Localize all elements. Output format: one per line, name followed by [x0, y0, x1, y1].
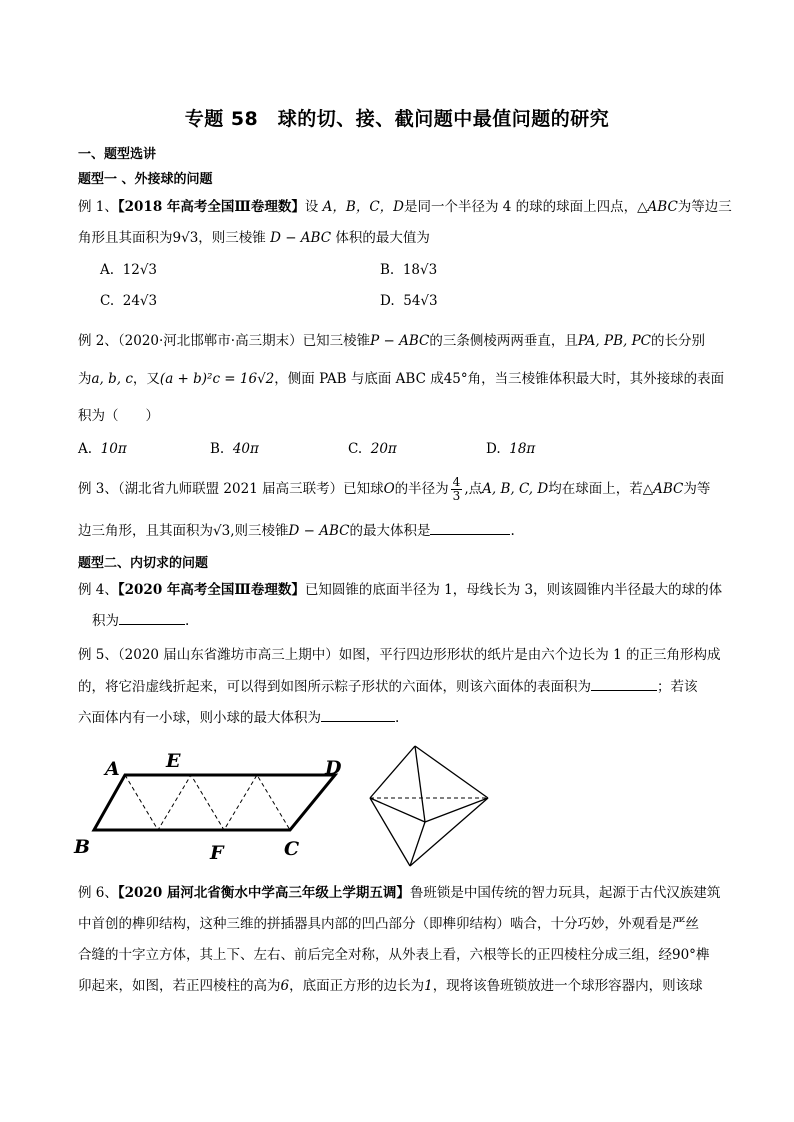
ex1-option-d[interactable]: D. 54√3 — [380, 293, 438, 309]
label-d: D — [325, 757, 342, 779]
ex2-option-a[interactable]: A. 10π — [78, 441, 127, 457]
answer-blank[interactable] — [591, 676, 657, 691]
answer-blank[interactable] — [430, 520, 510, 535]
ex6-line3: 合缝的十字立方体，其上下、左右、前后完全对称，从外表上看，六根等长的正四棱柱分成三组，经90°榫 — [78, 947, 710, 963]
ex2-option-d[interactable]: D. 18π — [486, 441, 536, 457]
fraction: $\frac{4}{3}$ — [452, 475, 461, 503]
label-a: A — [105, 758, 120, 780]
ex5-line1: 例 5、（2020 届山东省潍坊市高三上期中）如图，平行四边形形状的纸片是由六个边长为 1 的正三角形构成 — [78, 647, 721, 663]
ex5-line2: 的，将它沿虚线折起来，可以得到如图所示粽子形状的六面体，则该六面体的表面积为 ；若该 — [78, 676, 723, 697]
ex1-option-b[interactable]: B. 18√3 — [380, 262, 438, 278]
ex6-line1: 例 6、【2020 届河北省衡水中学高三年级上学期五调】鲁班锁是中国传统的智力玩具，起源于古代汉族建筑 — [78, 885, 721, 901]
ex4-line2: 积为 . — [92, 610, 737, 631]
answer-blank[interactable] — [321, 707, 395, 722]
label-e: E — [166, 750, 181, 772]
ex1-option-c[interactable]: C. 24√3 — [100, 293, 158, 309]
parallelogram-figure — [70, 745, 360, 865]
ex4-line1: 例 4、【2020 年高考全国Ⅲ卷理数】已知圆锥的底面半径为 1，母线长为 3，则该圆锥内半径最大的球的体 — [78, 582, 723, 598]
ex3-line2: 边三角形，且其面积为√3,则三棱锥D − ABC的最大体积是 . — [78, 520, 723, 541]
page-title: 专题 58 球的切、接、截问题中最值问题的研究 — [184, 108, 610, 130]
fold-lines — [125, 775, 290, 830]
ex5-line3: 六面体内有一小球，则小球的最大体积为 . — [78, 707, 723, 728]
ex2-line1: 例 2、（2020·河北邯郸市·高三期末）已知三棱锥P − ABC的三条侧棱两两垂直，且PA, PB, PC的长分别 — [78, 333, 706, 349]
ex6-line4: 卯起来，如图，若正四棱柱的高为6，底面正方形的边长为1，现将该鲁班锁放进一个球形容器内，则该球 — [78, 978, 703, 994]
label-b: B — [74, 836, 91, 858]
label-f: F — [210, 842, 224, 864]
ex2-option-b[interactable]: B. 40π — [210, 441, 259, 457]
hexahedron-figure — [360, 738, 495, 873]
ex2-line3: 积为（ ） — [78, 408, 159, 424]
type-heading-1: 题型一 、外接球的问题 — [78, 172, 213, 187]
ex2-line2: 为a, b, c，又(a + b)²c = 16√2，侧面 PAB 与底面 ABC 成45°角，当三棱锥体积最大时，其外接球的表面 — [78, 371, 725, 387]
ex3-line1: 例 3、（湖北省九师联盟 2021 届高三联考）已知球O的半径为 $\frac{4}{3}$ ,点A, B, C, D均在球面上，若△ABC为等 — [78, 475, 711, 503]
ex1-line2: 角形且其面积为9√3，则三棱锥 D − ABC 体积的最大值为 — [78, 230, 430, 246]
type-heading-2: 题型二、内切求的问题 — [78, 556, 209, 571]
ex6-line2: 中首创的榫卯结构，这种三维的拼插器具内部的凹凸部分（即榫卯结构）啮合，十分巧妙，外观看是严丝 — [78, 916, 699, 932]
section-heading: 一、题型选讲 — [78, 147, 157, 162]
answer-blank[interactable] — [119, 610, 185, 625]
ex1-line1: 例 1、【2018 年高考全国Ⅲ卷理数】设 A，B，C，D是同一个半径为 4 的球的球面上四点，△ABC为等边三 — [78, 199, 732, 215]
ex1-option-a[interactable]: A. 12√3 — [100, 262, 158, 278]
label-c: C — [284, 838, 300, 860]
ex2-option-c[interactable]: C. 20π — [348, 441, 397, 457]
